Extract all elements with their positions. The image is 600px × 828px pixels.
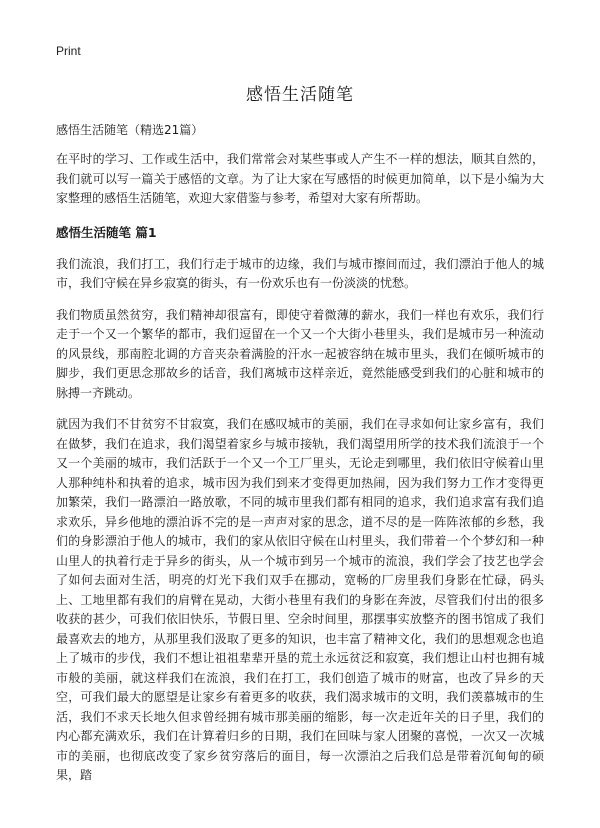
section1-paragraph-1: 我们流浪，我们打工，我们行走于城市的边缘，我们与城市擦间而过，我们漂泊于他人的城市，我们守候在异乡寂寞的街头，有一份欢乐也有一份淡淡的忧愁。 [56, 256, 544, 290]
section1-paragraph-3: 就因为我们不甘贫穷不甘寂寞，我们在感叹城市的美丽，我们在寻求如何让家乡富有，我们在做梦，我们在追求，我们渴望着家乡与城市接轨，我们渴望用所学的技术我们流浪于一个又一个美丽的城市，我们活跃于一个又一个工厂里头，无论走到哪里，我们依旧守候着山里人那种纯朴和执着的追求，城市因为我们到来才变得更加热闹，因为我们努力工作才变得更加繁荣，我们一路漂泊一路放歌，不同的城市里我们都有相同的追求，我们追求富有我们追求欢乐，异乡他地的漂泊诉不完的是一声声对家的思念，道不尽的是一阵阵浓郁的乡愁，我们的身影漂泊于他人的城市，我们的家从依旧守候在山村里头，我们带着一个个梦幻和一种山里人的执着行走于异乡的街头，从一个城市到另一个城市的流浪，我们学会了技艺也学会了如何去面对生活，明亮的灯光下我们双手在挪动，宽畅的厂房里我们身影在忙碌，码头上、工地里都有我们的肩臂在晃动，大街小巷里有我们的身影在奔波，尽管我们付出的很多收获的甚少，可我们依旧快乐，节假日里、空余时间里，那摆事实放整齐的图书馆成了我们最喜欢去的地方，从那里我们汲取了更多的知识，也丰富了精神文化，我们的思想观念也追上了城市的步伐，我们不想让祖祖辈辈开垦的荒土永远贫泛和寂寞，我们想让山村也拥有城市般的美丽，就这样我们在流浪，我们在打工，我们创造了城市的财富，也改了异乡的天空，可我们最大的愿望是让家乡有着更多的收获，我们渴求城市的文明，我们羡慕城市的生活，我们不求天长地久但求曾经拥有城市那美丽的缩影，每一次走近年关的日子里，我们的内心都充满欢乐，我们在计算着归乡的日期，我们在回味与家人团聚的喜悦，一次又一次城市的美丽，也彻底改变了家乡贫穷落后的面目，每一次漂泊之后我们总是带着沉甸甸的硕果，踏 [56, 417, 544, 782]
document-subtitle: 感悟生活随笔（精选21篇） [56, 123, 204, 137]
section1-paragraph-2: 我们物质虽然贫穷，我们精神却很富有，即使守着微薄的薪水，我们一样也有欢乐，我们行走于一个又一个繁华的都市，我们逗留在一个又一个大街小巷里头，我们是城市另一种流动的风景线，那南腔北调的方音夹杂着满脸的汗水一起被容纳在城市里头，我们在倾听城市的脚步，我们更思念那故乡的话音，我们离城市这样亲近，竟然能感受到我们的心脏和城市的脉搏一齐跳动。 [56, 307, 544, 400]
print-label[interactable]: Print [56, 44, 81, 58]
document-title: 感悟生活随笔 [246, 85, 354, 105]
document-body [56, 120, 544, 798]
intro-paragraph: 在平时的学习、工作或生活中，我们常常会对某些事或人产生不一样的想法，顺其自然的，我们就可以写一篇关于感悟的文章。为了让大家在写感悟的时候更加简单，以下是小编为大家整理的感悟生活随笔，欢迎大家借鉴与参考，希望对大家有所帮助。 [56, 152, 544, 205]
section-heading-1: 感悟生活随笔 篇1 [56, 224, 157, 240]
